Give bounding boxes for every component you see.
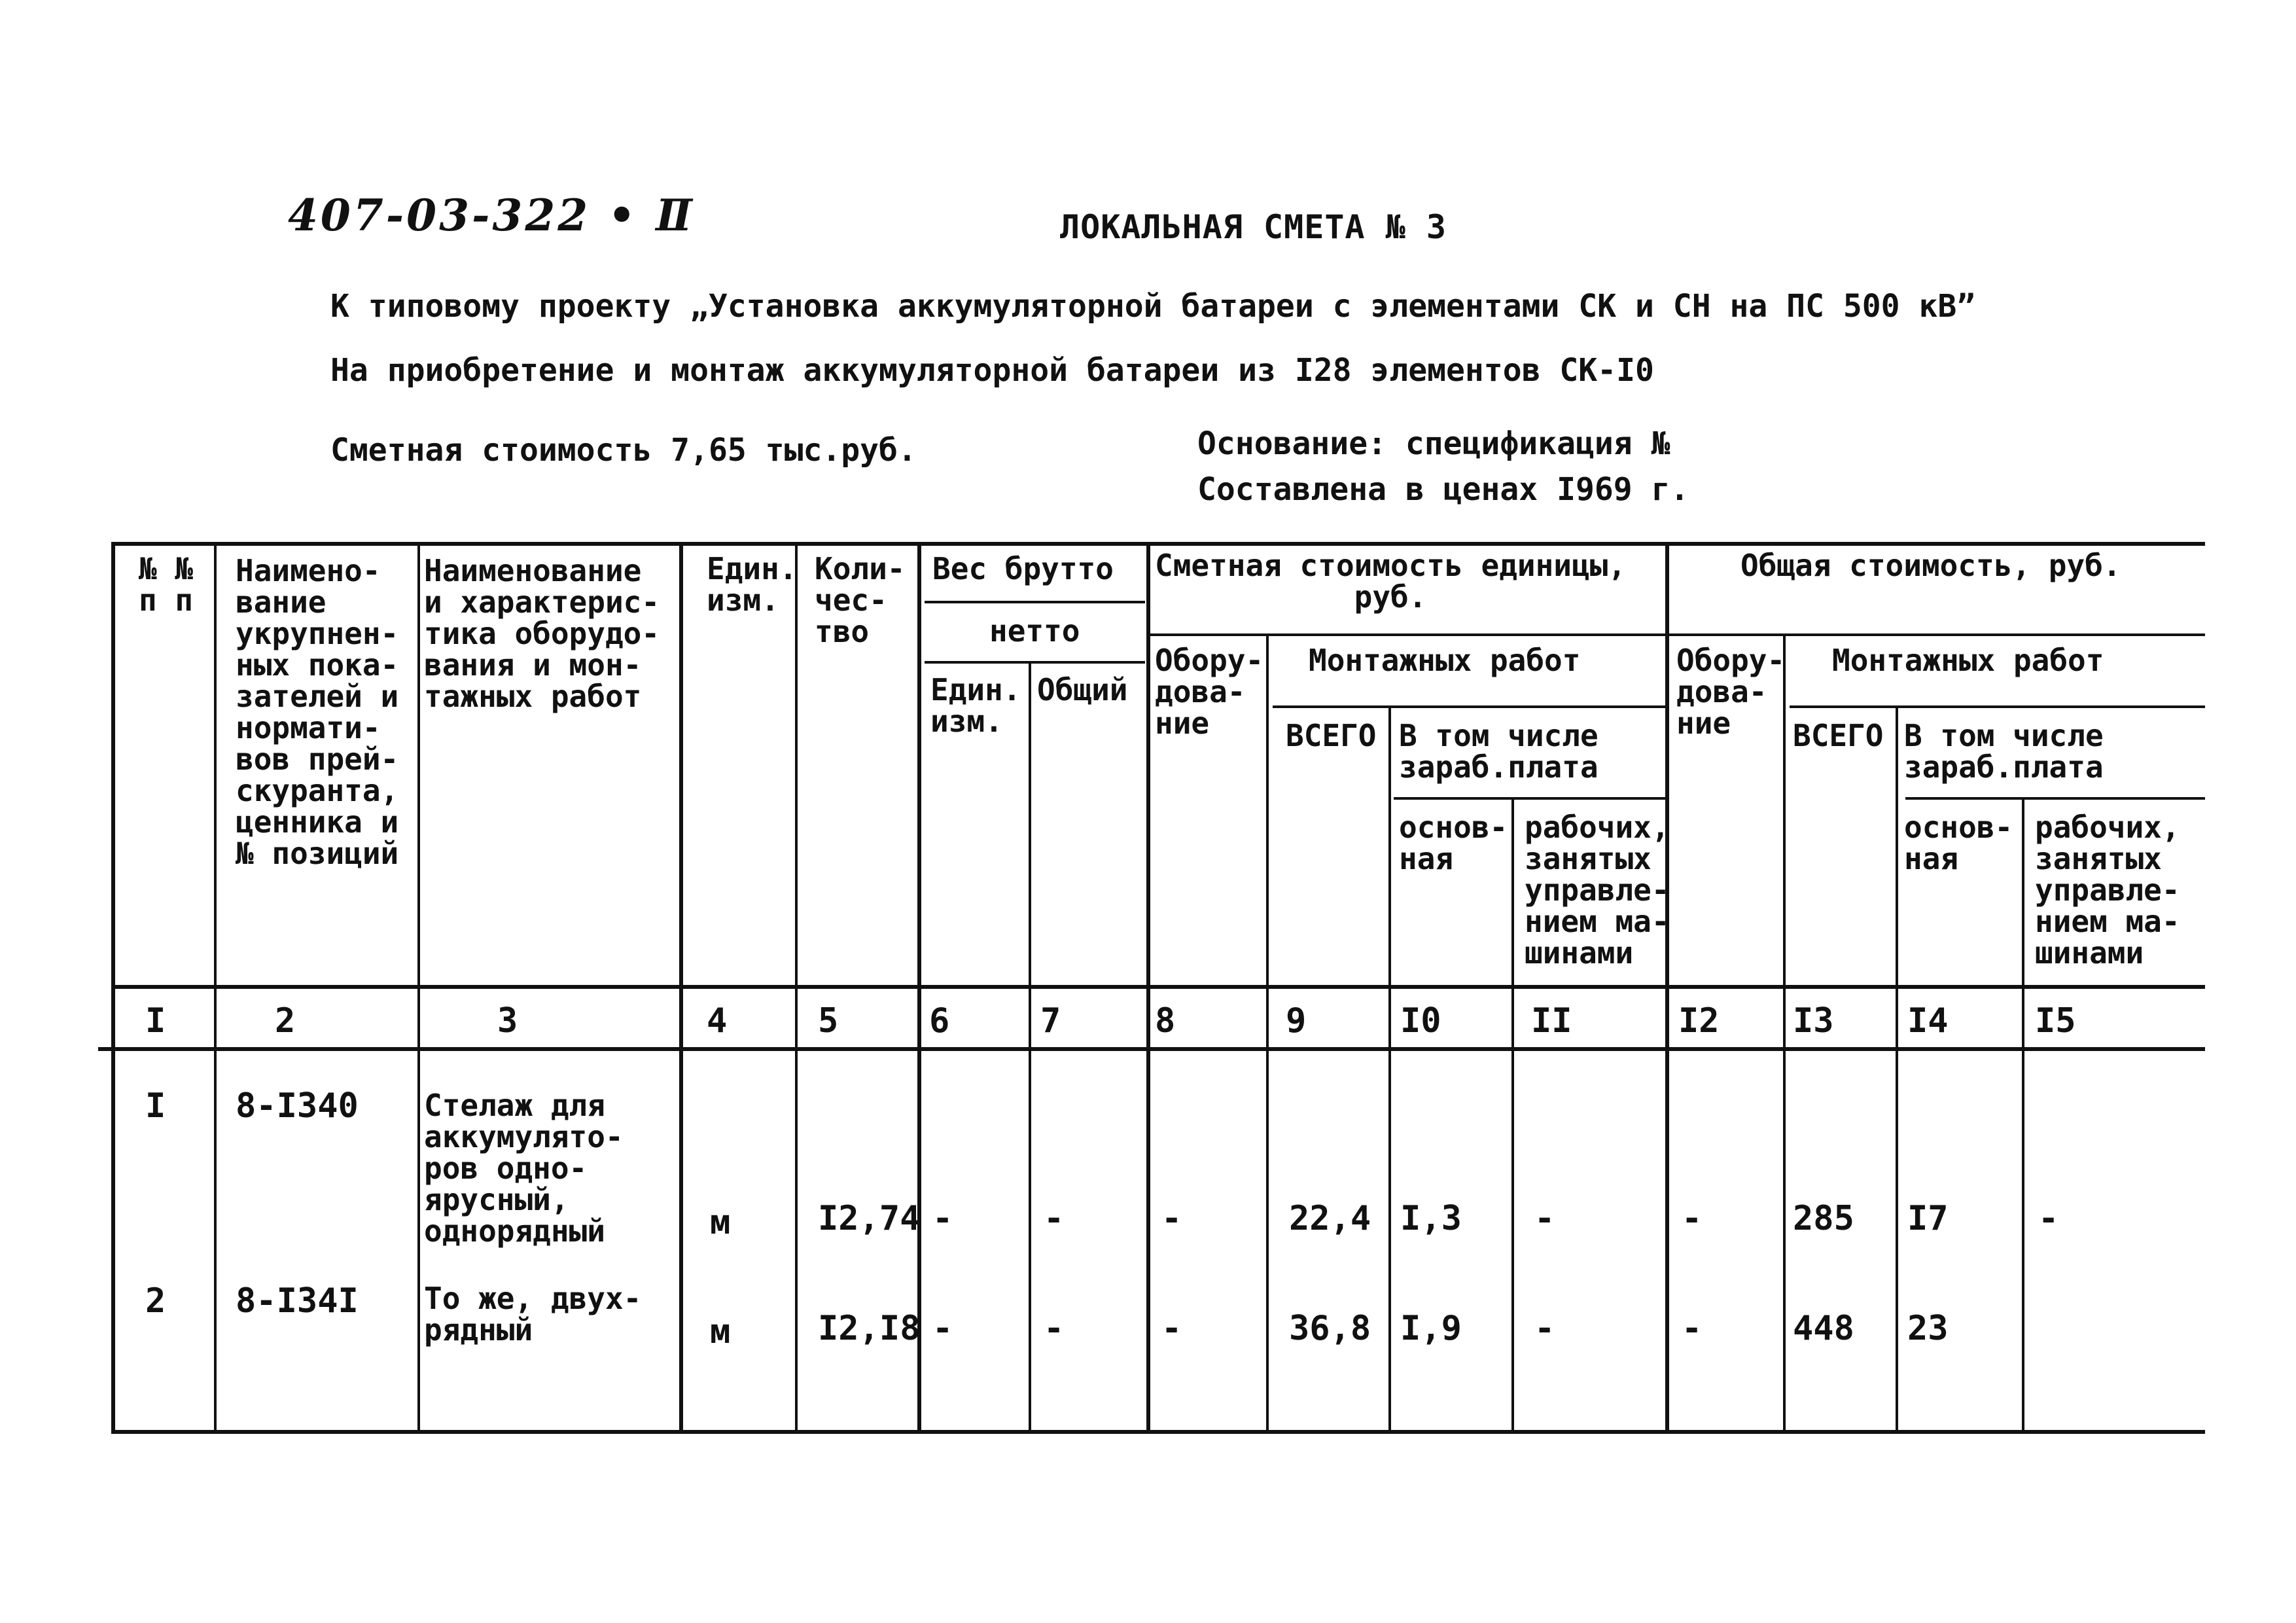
- column-number: 2: [275, 1001, 296, 1041]
- purpose-line: На приобретение и монтаж аккумуляторной батареи из I28 элементов СК-I0: [330, 352, 1654, 389]
- header-number: № № п п: [139, 551, 194, 618]
- row-total-equipment: -: [1682, 1309, 1703, 1348]
- row-unit-workers: -: [1534, 1199, 1555, 1238]
- column-number: 5: [818, 1001, 839, 1041]
- header-unit-basic: основ- ная: [1399, 810, 1508, 876]
- header-weight-netto: нетто: [989, 613, 1080, 649]
- header-unit-total: ВСЕГО: [1286, 718, 1377, 753]
- row-number: 2: [145, 1281, 166, 1321]
- header-unit-including: В том числе зараб.плата: [1399, 718, 1598, 785]
- row-name: Стелаж для аккумулято- ров одно- ярусный, однорядный: [424, 1088, 624, 1249]
- header-weight-unit: Един. изм.: [930, 672, 1021, 739]
- header-unit-cost: Сметная стоимость единицы, руб.: [1155, 548, 1627, 615]
- header-indicator-name: Наимено- вание укрупнен- ных пока- зателей и нормати- вов прей- скуранта, ценника и № позиций: [236, 553, 399, 871]
- column-number: 8: [1155, 1001, 1176, 1041]
- header-total-total: ВСЕГО: [1793, 718, 1884, 753]
- column-number: 3: [497, 1001, 518, 1041]
- document-code: 407-03-322 • Ⅱ: [288, 190, 695, 241]
- row-code: 8-I340: [236, 1086, 359, 1126]
- column-number: 7: [1040, 1001, 1061, 1041]
- header-weight-brutto: Вес брутто: [932, 551, 1114, 586]
- column-number: I0: [1400, 1001, 1441, 1041]
- row-quantity: I2,74: [818, 1199, 921, 1238]
- header-equipment-name: Наименование и характерис- тика оборудо- вания и мон- тажных работ: [424, 553, 660, 714]
- column-number: I5: [2035, 1001, 2076, 1041]
- row-number: I: [145, 1086, 166, 1126]
- column-number: 9: [1286, 1001, 1307, 1041]
- row-weight-unit: -: [932, 1309, 953, 1348]
- row-total-equipment: -: [1682, 1199, 1703, 1238]
- column-number: 6: [929, 1001, 950, 1041]
- row-total-total: 448: [1793, 1309, 1854, 1348]
- header-total-cost: Общая стоимость, руб.: [1740, 548, 2121, 583]
- row-weight-total: -: [1044, 1199, 1065, 1238]
- row-unit-equipment: -: [1161, 1199, 1182, 1238]
- row-name: То же, двух- рядный: [424, 1281, 642, 1347]
- row-weight-total: -: [1044, 1309, 1065, 1348]
- header-total-equipment: Обору- дова- ние: [1676, 643, 1786, 741]
- header-unit-install: Монтажных работ: [1309, 643, 1581, 678]
- header-quantity: Коли- чес- тво: [815, 551, 906, 649]
- row-total-total: 285: [1793, 1199, 1854, 1238]
- column-number: I3: [1793, 1001, 1834, 1041]
- row-unit-total: 22,4: [1289, 1199, 1371, 1238]
- column-number: I2: [1678, 1001, 1720, 1041]
- row-unit: м: [710, 1203, 731, 1242]
- header-total-basic: основ- ная: [1904, 810, 2013, 876]
- row-unit-total: 36,8: [1289, 1309, 1371, 1348]
- header-total-including: В том числе зараб.плата: [1904, 718, 2104, 785]
- header-unit-equipment: Обору- дова- ние: [1155, 643, 1264, 741]
- header-unit-workers: рабочих, занятых управле- нием ма- шинами: [1525, 810, 1670, 971]
- column-number: I4: [1907, 1001, 1949, 1041]
- row-code: 8-I34I: [236, 1281, 359, 1321]
- row-unit: м: [710, 1312, 731, 1351]
- row-weight-unit: -: [932, 1199, 953, 1238]
- cost-line: Сметная стоимость 7,65 тыс.руб.: [330, 432, 917, 469]
- row-total-workers: -: [2038, 1199, 2059, 1238]
- row-quantity: I2,I8: [818, 1309, 921, 1348]
- column-number: II: [1531, 1001, 1572, 1041]
- header-weight-total: Общий: [1037, 672, 1128, 707]
- row-total-basic: I7: [1907, 1199, 1949, 1238]
- row-unit-basic: I,9: [1400, 1309, 1462, 1348]
- header-total-workers: рабочих, занятых управле- нием ма- шинами: [2035, 810, 2180, 971]
- row-unit-basic: I,3: [1400, 1199, 1462, 1238]
- header-unit: Един. изм.: [707, 551, 798, 618]
- column-number: I: [145, 1001, 166, 1041]
- project-line: К типовому проекту „Установка аккумуляторной батареи с элементами СК и СН на ПС 500 кВ”: [330, 288, 1976, 325]
- header-total-install: Монтажных работ: [1832, 643, 2104, 678]
- page-title: ЛОКАЛЬНАЯ СМЕТА № 3: [1060, 208, 1447, 246]
- row-unit-workers: -: [1534, 1309, 1555, 1348]
- row-unit-equipment: -: [1161, 1309, 1182, 1348]
- row-total-basic: 23: [1907, 1309, 1949, 1348]
- prices-line: Составлена в ценах I969 г.: [1197, 471, 1689, 508]
- basis-line: Основание: спецификация №: [1197, 425, 1670, 462]
- column-number: 4: [707, 1001, 728, 1041]
